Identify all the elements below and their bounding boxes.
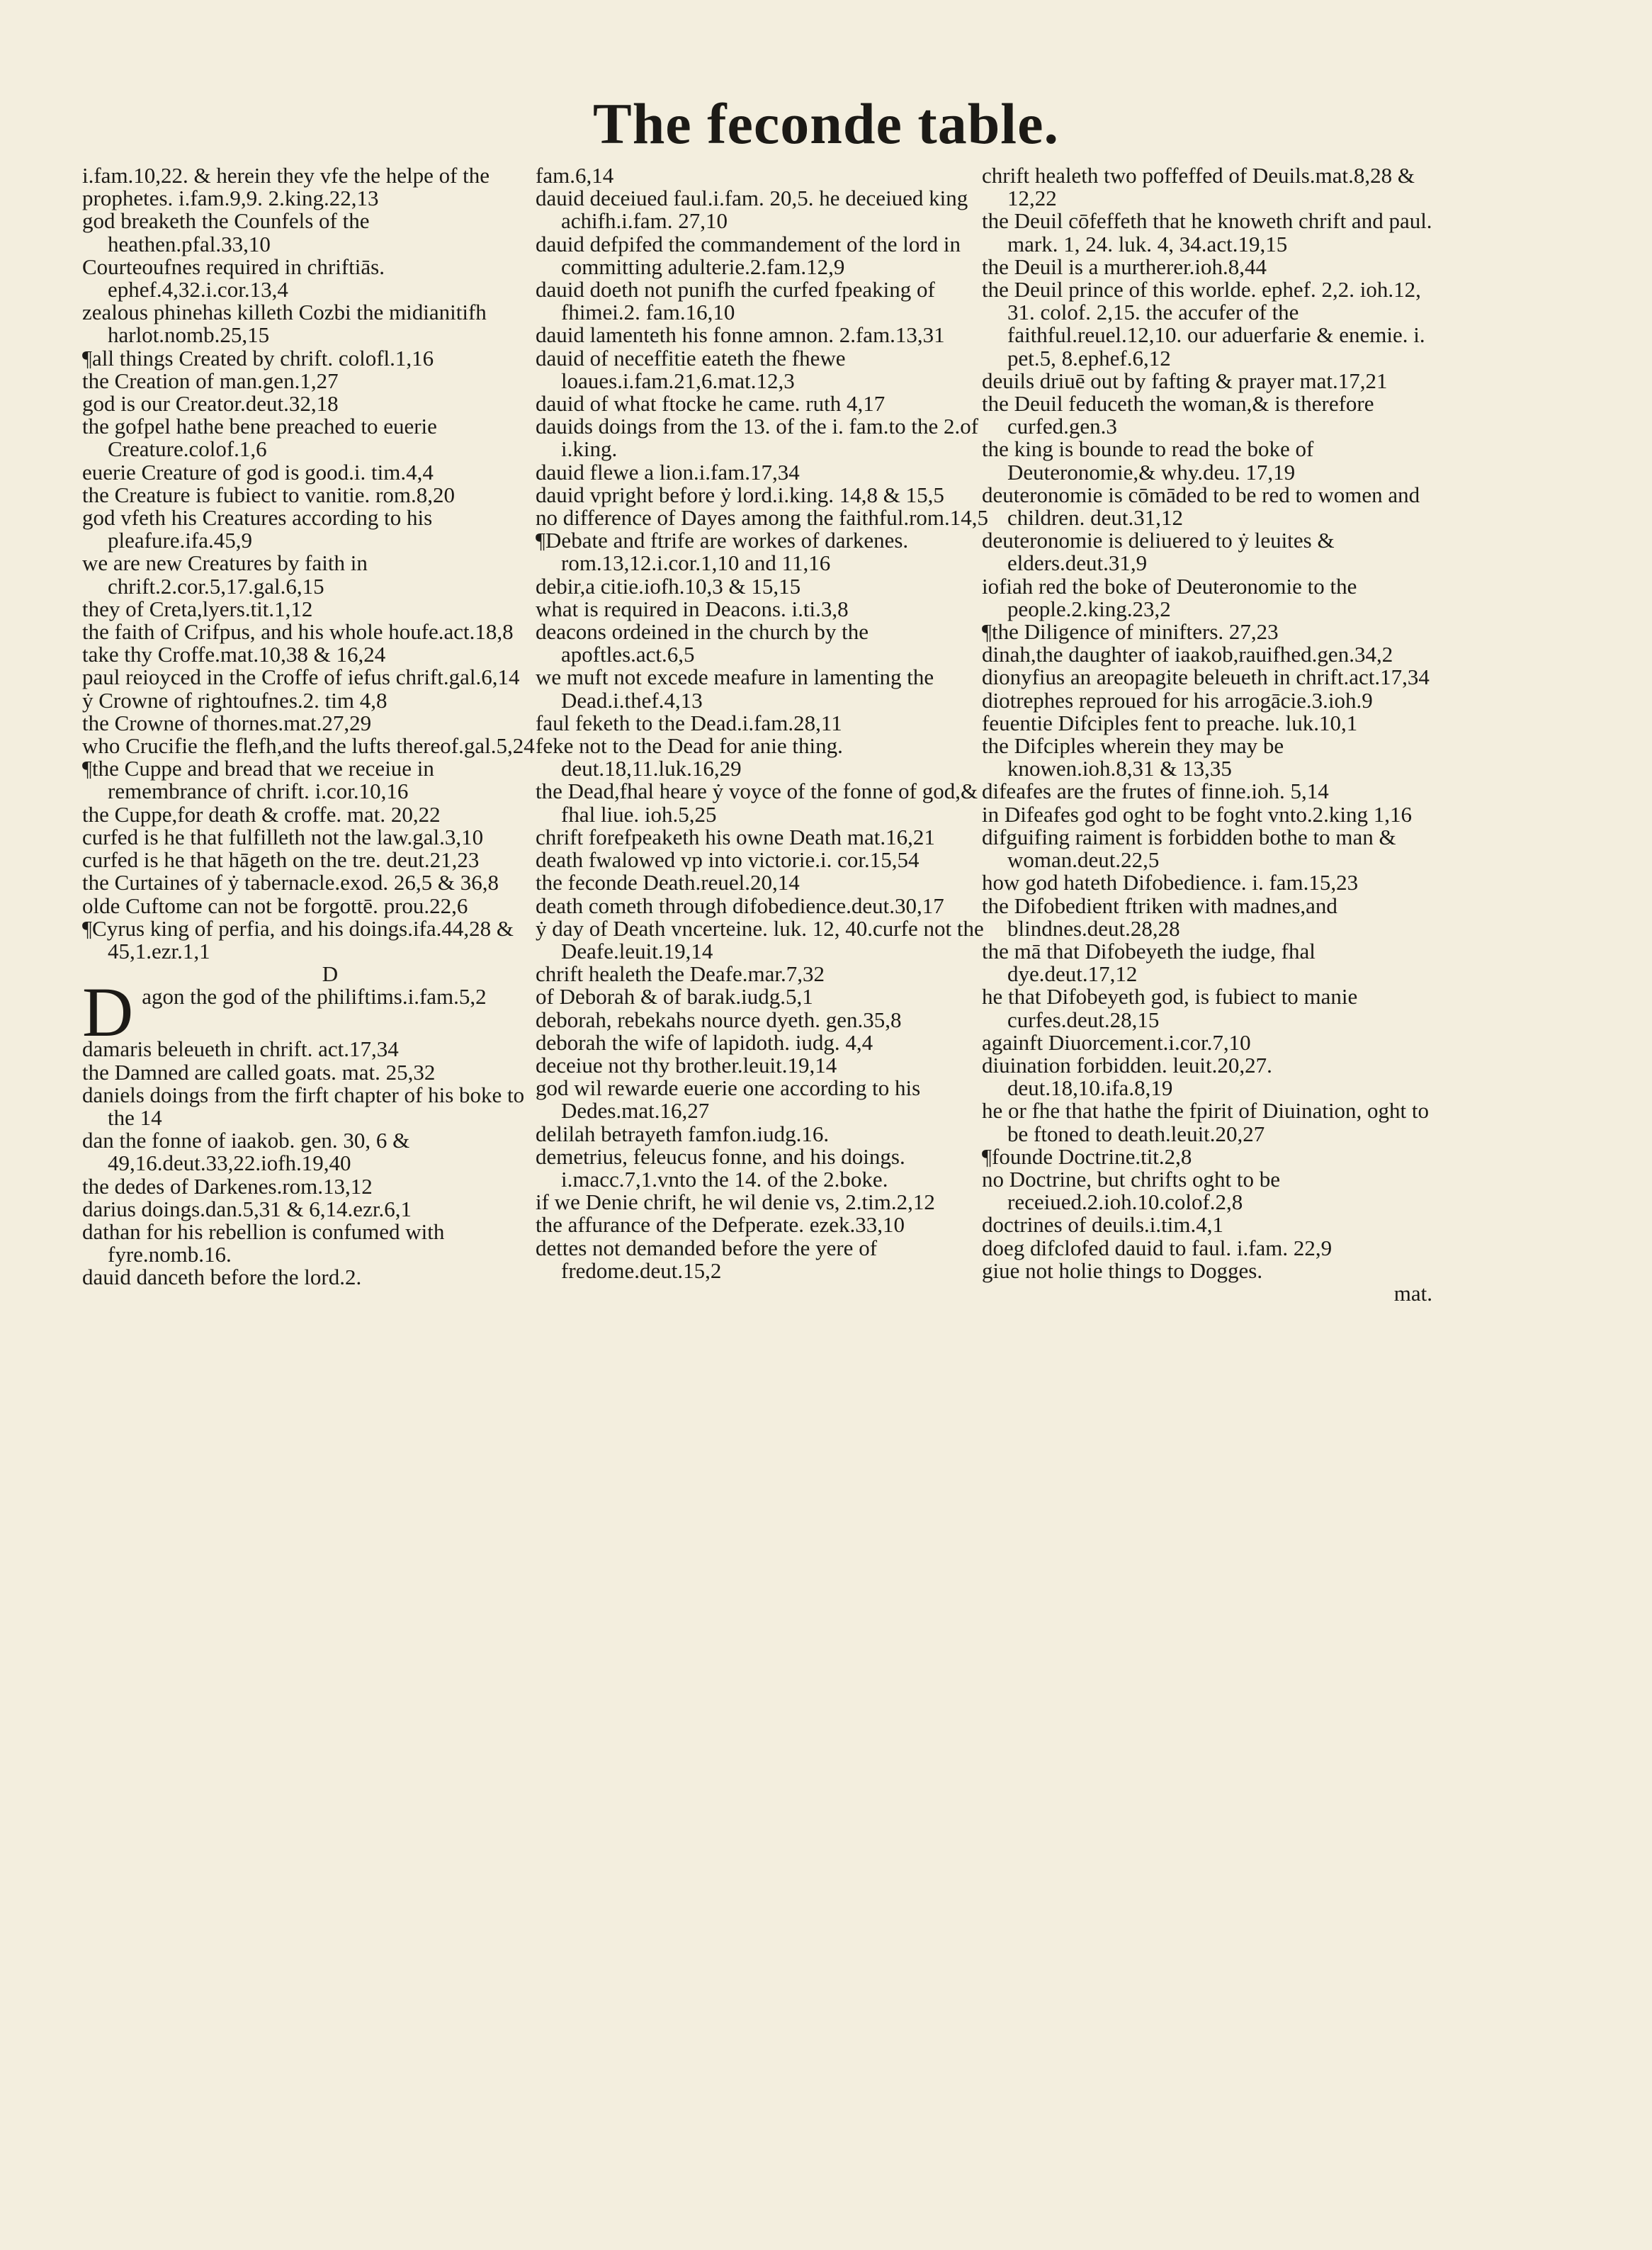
- index-entry: the Difobedient ftriken with madnes,and blindnes.deut.28,28: [982, 893, 1337, 941]
- index-entry: feke not to the Dead for anie thing. deut.18,11.luk.16,29: [536, 733, 843, 781]
- index-entry: take thy Croffe.mat.10,38 & 16,24: [82, 642, 386, 667]
- index-entry: who Crucifie the flefh,and the lufts thereof.gal.5,24: [82, 733, 535, 759]
- index-entry: dauid of what ftocke he came. ruth 4,17: [536, 391, 886, 417]
- index-entry: dauid defpifed the commandement of the lord in committing adulterie.2.fam.12,9: [536, 231, 961, 279]
- index-entry: the Curtaines of ẏ tabernacle.exod. 26,5 & 36,8: [82, 870, 499, 895]
- index-entry: feuentie Difciples fent to preache. luk.10,1: [982, 710, 1358, 735]
- index-entry: we muft not excede meafure in lamenting the Dead.i.thef.4,13: [536, 665, 934, 713]
- index-entry: dauid danceth before the lord.2.: [82, 1265, 362, 1290]
- index-entry: dauid deceiued faul.i.fam. 20,5. he deceiued king achifh.i.fam. 27,10: [536, 186, 968, 234]
- index-entry: curfed is he that fulfilleth not the law.gal.3,10: [82, 824, 484, 849]
- index-entry: of Deborah & of barak.iudg.5,1: [536, 984, 813, 1010]
- index-entry: daniels doings from the firft chapter of his boke to the 14: [82, 1082, 525, 1130]
- index-entry: deuteronomie is deliuered to ẏ leuites & elders.deut.31,9: [982, 528, 1335, 576]
- index-entry: ¶Cyrus king of perfia, and his doings.ifa.44,28 & 45,1.ezr.1,1: [82, 915, 514, 963]
- index-entry: ¶Debate and ftrife are workes of darkenes. rom.13,12.i.cor.1,10 and 11,16: [536, 528, 909, 576]
- index-entry: fam.6,14: [536, 163, 614, 188]
- page-title: The feconde table.: [593, 91, 1059, 156]
- index-entry: dettes not demanded before the yere of fredome.deut.15,2: [536, 1235, 878, 1283]
- index-entry: faul feketh to the Dead.i.fam.28,11: [536, 710, 842, 735]
- index-entry: olde Cuftome can not be forgottē. prou.22,6: [82, 893, 468, 918]
- index-entry: death cometh through difobedience.deut.30,17: [536, 893, 944, 918]
- index-entry: they of Creta,lyers.tit.1,12: [82, 596, 313, 621]
- index-entry: the dedes of Darkenes.rom.13,12: [82, 1173, 373, 1199]
- index-entry: the gofpel hathe bene preached to euerie Creature.colof.1,6: [82, 414, 437, 462]
- index-entry: iofiah red the boke of Deuteronomie to the people.2.king.23,2: [982, 573, 1357, 621]
- index-entry: in Difeafes god oght to be foght vnto.2.king 1,16: [982, 801, 1412, 827]
- index-entry: the Damned are called goats. mat. 25,32: [82, 1059, 436, 1085]
- index-entry: dauid of neceffitie eateth the fhewe loaues.i.fam.21,6.mat.12,3: [536, 345, 846, 393]
- index-entry: curfed is he that hāgeth on the tre. deut.21,23: [82, 847, 480, 873]
- index-entry: deceiue not thy brother.leuit.19,14: [536, 1052, 837, 1078]
- index-entry: zealous phinehas killeth Cozbi the midianitifh harlot.nomb.25,15: [82, 300, 487, 348]
- index-entry: giue not holie things to Dogges.: [982, 1257, 1263, 1283]
- index-entry: chrift forefpeaketh his owne Death mat.16,21: [536, 824, 935, 849]
- index-entry: the faith of Crifpus, and his whole houfe.act.18,8: [82, 619, 514, 645]
- index-entry: diuination forbidden. leuit.20,27. deut.18,10.ifa.8,19: [982, 1052, 1272, 1101]
- index-entry: dauid flewe a lion.i.fam.17,34: [536, 459, 800, 485]
- index-column-1: [82, 164, 536, 1289]
- index-entry: deacons ordeined in the church by the apoftles.act.6,5: [536, 619, 869, 667]
- index-entry: ¶all things Created by chrift. colofl.1,16: [82, 345, 434, 371]
- index-entry: the king is bounde to read the boke of Deuteronomie,& why.deu. 17,19: [982, 436, 1314, 485]
- index-entry: doeg difclofed dauid to faul. i.fam. 22,9: [982, 1235, 1333, 1260]
- index-entry: the Deuil cōfeffeth that he knoweth chrift and paul. mark. 1, 24. luk. 4, 34.act.19,15: [982, 208, 1432, 256]
- index-entry: difguifing raiment is forbidden bothe to man & woman.deut.22,5: [982, 824, 1396, 873]
- index-entry: againft Diuorcement.i.cor.7,10: [982, 1029, 1251, 1055]
- index-entry: the mā that Difobeyeth the iudge, fhal dye.deut.17,12: [982, 938, 1316, 987]
- index-entry: god wil rewarde euerie one according to his Dedes.mat.16,27: [536, 1075, 921, 1124]
- index-entry: dionyfius an areopagite beleueth in chrift.act.17,34: [982, 665, 1430, 690]
- index-entry: the Creature is fubiect to vanitie. rom.8,20: [82, 482, 455, 507]
- index-entry: difeafes are the frutes of finne.ioh. 5,14: [982, 779, 1329, 804]
- index-entry: dauid lamenteth his fonne amnon. 2.fam.13,31: [536, 322, 945, 348]
- index-entry: delilah betrayeth famfon.iudg.16.: [536, 1121, 830, 1146]
- index-entry: i.fam.10,22. & herein they vfe the helpe of the prophetes. i.fam.9,9. 2.king.22,13: [82, 163, 490, 211]
- index-entry: god breaketh the Counfels of the heathen.pfal.33,10: [82, 208, 370, 256]
- index-entry: dauids doings from the 13. of the i. fam.to the 2.of i.king.: [536, 414, 979, 462]
- index-entry: god vfeth his Creatures according to his pleafure.ifa.45,9: [82, 505, 433, 553]
- index-entry: the Deuil prince of this worlde. ephef. 2,2. ioh.12, 31. colof. 2,15. the accufer of the faithful.reuel.12,10. our aduerfarie & enemie. i. pet.5, 8.ephef.6,12: [982, 277, 1425, 371]
- index-entry: we are new Creatures by faith in chrift.2.cor.5,17.gal.6,15: [82, 550, 368, 599]
- index-entry: ẏ day of Death vncerteine. luk. 12, 40.curfe not the Deafe.leuit.19,14: [536, 915, 984, 963]
- index-entry: dauid vpright before ẏ lord.i.king. 14,8 & 15,5: [536, 482, 944, 507]
- index-entry: no Doctrine, but chrifts oght to be receiued.2.ioh.10.colof.2,8: [982, 1166, 1280, 1215]
- index-entry: dathan for his rebellion is confumed with fyre.nomb.16.: [82, 1219, 445, 1267]
- index-entry: the Crowne of thornes.mat.27,29: [82, 710, 372, 735]
- index-entry: ¶the Cuppe and bread that we receiue in remembrance of chrift. i.cor.10,16: [82, 756, 434, 804]
- index-entry: euerie Creature of god is good.i. tim.4,4: [82, 459, 434, 485]
- index-entry: the Creation of man.gen.1,27: [82, 368, 339, 393]
- index-entry: ¶founde Doctrine.tit.2,8: [982, 1143, 1192, 1169]
- index-entry: the Dead,fhal heare ẏ voyce of the fonne of god,& fhal liue. ioh.5,25: [536, 779, 978, 827]
- index-entry: the feconde Death.reuel.20,14: [536, 870, 800, 895]
- index-entry: the Deuil feduceth the woman,& is therefore curfed.gen.3: [982, 391, 1374, 439]
- index-entry: the Cuppe,for death & croffe. mat. 20,22: [82, 801, 441, 827]
- index-entry: dauid doeth not punifh the curfed fpeaking of fhimei.2. fam.16,10: [536, 277, 935, 325]
- index-column-2: [536, 164, 989, 1282]
- index-entry: debir,a citie.iofh.10,3 & 15,15: [536, 573, 801, 599]
- index-entry: paul reioyced in the Croffe of iefus chrift.gal.6,14: [82, 665, 520, 690]
- index-entry: deuils driuē out by fafting & prayer mat.17,21: [982, 368, 1388, 393]
- index-entry: the Deuil is a murtherer.ioh.8,44: [982, 254, 1267, 279]
- index-entry: chrift healeth the Deafe.mar.7,32: [536, 961, 825, 987]
- index-entry: doctrines of deuils.i.tim.4,1: [982, 1212, 1223, 1238]
- section-letter: D: [322, 961, 339, 987]
- index-entry: the Difciples wherein they may be knowen.ioh.8,31 & 13,35: [982, 733, 1284, 781]
- index-entry: diotrephes reproued for his arrogācie.3.ioh.9: [982, 687, 1373, 713]
- index-entry: the affurance of the Defperate. ezek.33,10: [536, 1212, 905, 1238]
- index-entry: demetrius, feleucus fonne, and his doings. i.macc.7,1.vnto the 14. of the 2.boke.: [536, 1143, 905, 1192]
- index-entry: ¶the Diligence of minifters. 27,23: [982, 619, 1279, 645]
- dropcap-letter: D: [82, 973, 134, 1052]
- index-entry: he that Difobeyeth god, is fubiect to manie curfes.deut.28,15: [982, 984, 1358, 1032]
- index-entry: what is required in Deacons. i.ti.3,8: [536, 596, 849, 621]
- index-entry: Courteoufnes required in chriftiās. ephef.4,32.i.cor.13,4: [82, 254, 385, 303]
- index-entry: damaris beleueth in chrift. act.17,34: [82, 1036, 399, 1062]
- index-entry: how god hateth Difobedience. i. fam.15,23: [982, 870, 1359, 895]
- index-entry: ẏ Crowne of rightoufnes.2. tim 4,8: [82, 687, 387, 713]
- index-entry: deborah, rebekahs nource dyeth. gen.35,8: [536, 1007, 902, 1032]
- index-entry: god is our Creator.deut.32,18: [82, 391, 339, 417]
- index-column-3: [982, 164, 1435, 1305]
- index-entry: no difference of Dayes among the faithful.rom.14,5: [536, 505, 989, 531]
- index-entry: darius doings.dan.5,31 & 6,14.ezr.6,1: [82, 1196, 412, 1221]
- dropcap-entry-text: agon the god of the philiftims.i.fam.5,2: [142, 984, 487, 1010]
- index-entry: if we Denie chrift, he wil denie vs, 2.tim.2,12: [536, 1189, 935, 1215]
- index-entry: dinah,the daughter of iaakob,rauifhed.gen.34,2: [982, 642, 1393, 667]
- index-entry: deuteronomie is cōmāded to be red to women and children. deut.31,12: [982, 482, 1420, 531]
- index-entry: he or fhe that hathe the fpirit of Diuination, oght to be ftoned to death.leuit.20,27: [982, 1098, 1430, 1146]
- catchword: mat.: [1393, 1280, 1432, 1306]
- index-entry: deborah the wife of lapidoth. iudg. 4,4: [536, 1029, 873, 1055]
- index-entry: dan the fonne of iaakob. gen. 30, 6 & 49,16.deut.33,22.iofh.19,40: [82, 1128, 410, 1176]
- index-entry: chrift healeth two poffeffed of Deuils.mat.8,28 & 12,22: [982, 163, 1415, 211]
- index-entry: death fwalowed vp into victorie.i. cor.15,54: [536, 847, 920, 873]
